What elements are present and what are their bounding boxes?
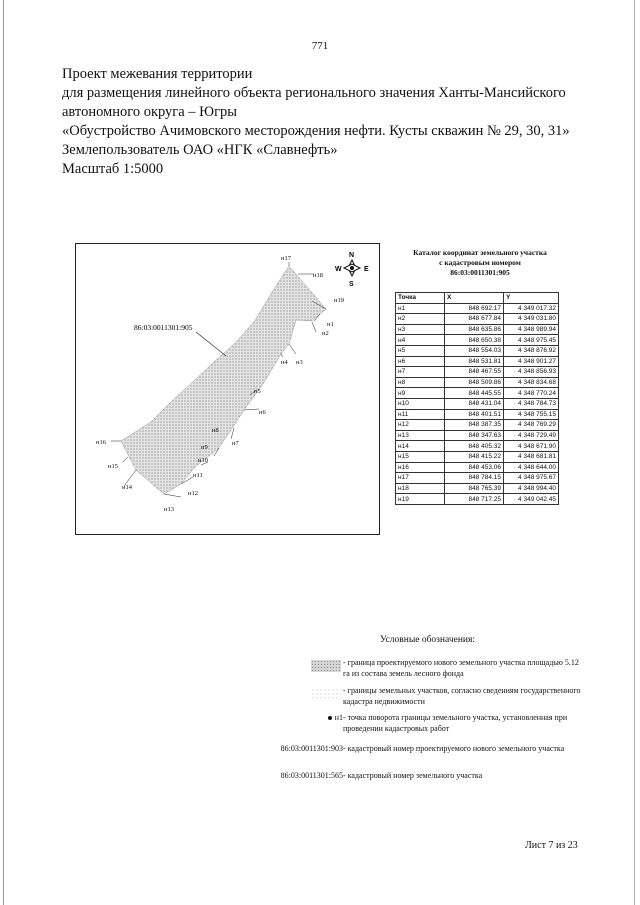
- table-row: [396, 473, 559, 484]
- map-point-н12: н12: [188, 490, 198, 497]
- hatched-area-swatch: [311, 660, 341, 672]
- x-coordinate-cell: 848 784.15: [445, 473, 504, 484]
- y-coordinate-cell: 4 349 017.32: [504, 303, 559, 314]
- x-coordinate-cell: 848 677.84: [445, 314, 504, 325]
- y-coordinate-cell: 4 349 042.45: [504, 494, 559, 505]
- table-header-row: [396, 293, 559, 304]
- x-coordinate-cell: 848 531.81: [445, 356, 504, 367]
- point-cell: н2: [396, 314, 445, 325]
- parcel-map: [75, 243, 380, 535]
- table-row: [396, 314, 559, 325]
- y-coordinate-cell: 4 348 770.24: [504, 388, 559, 399]
- y-coordinate-cell: 4 348 834.68: [504, 377, 559, 388]
- table-row: [396, 356, 559, 367]
- point-cell: н6: [396, 356, 445, 367]
- point-cell: н17: [396, 473, 445, 484]
- point-cell: н5: [396, 345, 445, 356]
- map-point-н7: н7: [232, 440, 239, 447]
- point-cell: н18: [396, 483, 445, 494]
- legend-item: [255, 770, 585, 784]
- legend-item: [255, 685, 585, 709]
- map-point-н17: н17: [281, 255, 291, 262]
- catalog-title: [395, 248, 565, 278]
- x-coordinate-cell: 848 445.55: [445, 388, 504, 399]
- y-coordinate-cell: 4 348 769.29: [504, 420, 559, 431]
- map-point-н1: н1: [327, 321, 334, 328]
- sheet-number: Лист 7 из 23: [525, 840, 578, 851]
- table-row: [396, 451, 559, 462]
- x-coordinate-cell: 848 467.55: [445, 367, 504, 378]
- table-row: [396, 377, 559, 388]
- compass-north: N: [349, 252, 355, 259]
- legend-item-symbol: [255, 712, 343, 723]
- y-coordinate-cell: 4 349 031.80: [504, 314, 559, 325]
- legend-symbol-text: 86:03:0011301:903: [280, 744, 343, 753]
- y-coordinate-cell: 4 348 784.73: [504, 398, 559, 409]
- point-cell: н12: [396, 420, 445, 431]
- x-coordinate-cell: 848 347.63: [445, 430, 504, 441]
- map-point-н2: н2: [322, 330, 329, 337]
- column-header: X: [445, 293, 504, 304]
- map-point-н13: н13: [164, 506, 174, 513]
- table-row: [396, 420, 559, 431]
- point-cell: н13: [396, 430, 445, 441]
- header-line-4: «Обустройство Ачимовского месторождения нефти. Кусты скважин № 29, 30, 31»: [62, 123, 570, 139]
- point-cell: н1: [396, 303, 445, 314]
- column-header: Точка: [396, 293, 445, 304]
- x-coordinate-cell: 848 415.22: [445, 451, 504, 462]
- scan-edge-right: [634, 0, 635, 905]
- x-coordinate-cell: 848 717.25: [445, 494, 504, 505]
- point-cell: н16: [396, 462, 445, 473]
- y-coordinate-cell: 4 348 681.81: [504, 451, 559, 462]
- compass-south: S: [349, 281, 354, 288]
- x-coordinate-cell: 848 387.35: [445, 420, 504, 431]
- point-cell: н10: [396, 398, 445, 409]
- header-line-2: для размещения линейного объекта регионального значения Ханты-Мансийского: [62, 85, 566, 101]
- compass-rose: [344, 260, 360, 276]
- header-line-3: автономного округа – Югры: [62, 104, 238, 120]
- y-coordinate-cell: 4 348 975.45: [504, 335, 559, 346]
- parcel-map-drawing: [76, 244, 379, 534]
- map-point-н16: н16: [96, 439, 106, 446]
- parcel-cadastral-label: 86:03:0011301:905: [134, 323, 193, 332]
- legend-title: Условные обозначения:: [380, 635, 476, 645]
- x-coordinate-cell: 848 401.51: [445, 409, 504, 420]
- table-row: [396, 335, 559, 346]
- table-row: [396, 303, 559, 314]
- map-point-н5: н5: [254, 388, 261, 395]
- x-coordinate-cell: 848 765.39: [445, 483, 504, 494]
- point-cell: н4: [396, 335, 445, 346]
- scan-edge-left: [3, 0, 4, 905]
- point-cell: н3: [396, 324, 445, 335]
- table-row: [396, 494, 559, 505]
- legend-item: [255, 657, 585, 681]
- y-coordinate-cell: 4 348 671.90: [504, 441, 559, 452]
- y-coordinate-cell: 4 348 755.15: [504, 409, 559, 420]
- legend-item: [255, 743, 585, 767]
- table-row: [396, 367, 559, 378]
- x-coordinate-cell: 848 554.03: [445, 345, 504, 356]
- table-row: [396, 483, 559, 494]
- table-row: [396, 430, 559, 441]
- page-number: 771: [311, 40, 329, 52]
- legend-symbol-text: н1: [334, 713, 343, 722]
- y-coordinate-cell: 4 348 994.40: [504, 483, 559, 494]
- table-row: [396, 409, 559, 420]
- map-point-н9: н9: [201, 444, 208, 451]
- header-line-1: Проект межевания территории: [62, 66, 253, 82]
- map-point-н3: н3: [296, 359, 303, 366]
- table-row: [396, 462, 559, 473]
- point-cell: н15: [396, 451, 445, 462]
- table-row: [396, 345, 559, 356]
- y-coordinate-cell: 4 348 989.94: [504, 324, 559, 335]
- y-coordinate-cell: 4 348 856.93: [504, 367, 559, 378]
- y-coordinate-cell: 4 348 975.67: [504, 473, 559, 484]
- legend-item-text: - точка поворота границы земельного участка, установленная при проведении кадастровых работ: [343, 713, 568, 733]
- y-coordinate-cell: 4 348 644.00: [504, 462, 559, 473]
- point-cell: н14: [396, 441, 445, 452]
- dotted-area-swatch: [311, 688, 341, 700]
- coordinates-table-body: [396, 303, 559, 504]
- catalog-title-line-3: 86:03:0011301:905: [450, 268, 510, 277]
- legend-item-text: - кадастровый номер земельного участка: [343, 771, 483, 780]
- header-line-5: Землепользователь ОАО «НГК «Славнефть»: [62, 142, 338, 158]
- legend-item: [255, 712, 585, 746]
- x-coordinate-cell: 848 405.32: [445, 441, 504, 452]
- legend-item-text: - границы земельных участков, согласно сведениям государственного кадастра недвижимости: [343, 686, 581, 706]
- y-coordinate-cell: 4 348 729.49: [504, 430, 559, 441]
- compass-west: W: [335, 266, 342, 273]
- map-point-н8: н8: [212, 427, 219, 434]
- legend-item-text: - граница проектируемого нового земельного участка площадью 5.12 га из состава земель лесного фонда: [343, 658, 579, 678]
- map-point-н11: н11: [193, 472, 203, 479]
- legend-item-text: - кадастровый номер проектируемого нового земельного участка: [343, 744, 565, 753]
- point-marker-icon: [328, 716, 332, 720]
- point-cell: н11: [396, 409, 445, 420]
- x-coordinate-cell: 848 453.06: [445, 462, 504, 473]
- map-point-н10: н10: [198, 457, 208, 464]
- table-row: [396, 441, 559, 452]
- y-coordinate-cell: 4 348 876.92: [504, 345, 559, 356]
- parcel-polygon: [121, 266, 326, 494]
- header-line-6: Масштаб 1:5000: [62, 161, 164, 177]
- catalog-title-line-1: Каталог координат земельного участка: [413, 248, 547, 257]
- table-row: [396, 388, 559, 399]
- point-cell: н9: [396, 388, 445, 399]
- map-point-н4: н4: [281, 359, 288, 366]
- coordinates-table: [395, 292, 559, 505]
- map-point-н18: н18: [313, 272, 323, 279]
- map-point-н15: н15: [108, 463, 118, 470]
- map-point-н14: н14: [122, 484, 132, 491]
- map-point-н6: н6: [259, 409, 266, 416]
- point-cell: н19: [396, 494, 445, 505]
- catalog-title-line-2: с кадастровым номером: [439, 258, 521, 267]
- map-point-н19: н19: [334, 297, 344, 304]
- table-row: [396, 398, 559, 409]
- x-coordinate-cell: 848 431.04: [445, 398, 504, 409]
- table-row: [396, 324, 559, 335]
- point-cell: н8: [396, 377, 445, 388]
- column-header: Y: [504, 293, 559, 304]
- x-coordinate-cell: 848 650.38: [445, 335, 504, 346]
- compass-east: E: [364, 266, 369, 273]
- document-header: [62, 65, 622, 179]
- legend-symbol-text: 86:03:0011301:565: [280, 771, 343, 780]
- point-cell: н7: [396, 367, 445, 378]
- x-coordinate-cell: 848 635.86: [445, 324, 504, 335]
- x-coordinate-cell: 848 692.17: [445, 303, 504, 314]
- y-coordinate-cell: 4 348 901.27: [504, 356, 559, 367]
- x-coordinate-cell: 848 509.86: [445, 377, 504, 388]
